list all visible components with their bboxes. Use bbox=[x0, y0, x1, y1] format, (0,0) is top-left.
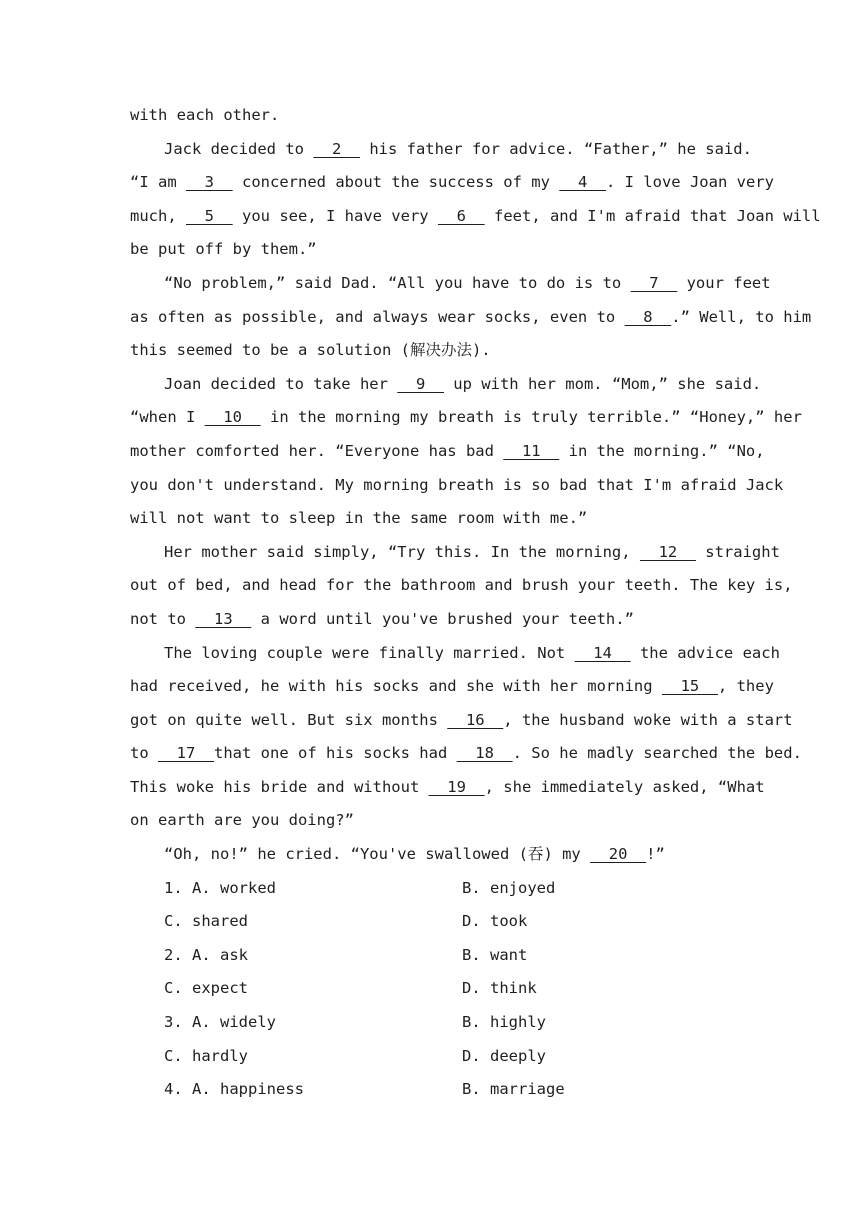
passage-text: This woke his bride and without bbox=[130, 777, 429, 796]
passage-text: Joan decided to take her bbox=[164, 374, 398, 393]
option-row bbox=[130, 1006, 730, 1040]
passage-text: “No problem,” said Dad. “All you have to do is to bbox=[164, 273, 631, 292]
passage-line bbox=[130, 233, 730, 267]
passage-line bbox=[130, 401, 802, 435]
passage-line bbox=[130, 603, 730, 637]
passage-line bbox=[130, 166, 774, 200]
passage-text: “when I bbox=[130, 408, 205, 427]
option-right: D. took bbox=[462, 912, 528, 931]
passage-text: to bbox=[130, 744, 158, 763]
blank-number: 6 bbox=[437, 206, 485, 225]
passage-line bbox=[130, 670, 774, 704]
passage-line bbox=[130, 637, 780, 671]
option-row bbox=[130, 972, 730, 1006]
passage-text: the advice each bbox=[630, 643, 780, 662]
option-right: D. deeply bbox=[462, 1046, 546, 1065]
blank-number: 2 bbox=[313, 139, 360, 158]
passage-line bbox=[130, 737, 802, 771]
passage-text: had received, he with his socks and she with her morning bbox=[130, 677, 662, 696]
blank-number: 14 bbox=[574, 643, 631, 662]
option-right: B. marriage bbox=[462, 1080, 565, 1099]
passage-text: , they bbox=[717, 677, 774, 696]
blank-number: 4 bbox=[559, 173, 606, 192]
cloze-passage bbox=[130, 99, 821, 872]
passage-line bbox=[130, 469, 784, 503]
passage-text: much, bbox=[130, 206, 186, 225]
passage-line bbox=[130, 838, 730, 872]
option-right: D. think bbox=[462, 979, 537, 998]
passage-text: this seemed to be a solution (解决办法). bbox=[130, 341, 491, 360]
option-row bbox=[130, 1073, 730, 1107]
passage-line bbox=[130, 771, 765, 805]
option-left: 4. A. happiness bbox=[164, 1080, 304, 1099]
passage-text: in the morning my breath is truly terrible.” “Honey,” her bbox=[260, 408, 802, 427]
option-right: B. want bbox=[462, 945, 528, 964]
passage-line bbox=[130, 368, 762, 402]
passage-line bbox=[130, 267, 771, 301]
option-left: 2. A. ask bbox=[164, 945, 248, 964]
blank-number: 13 bbox=[195, 609, 252, 628]
option-right: B. enjoyed bbox=[462, 878, 556, 897]
passage-text: “I am bbox=[130, 173, 186, 192]
blank-number: 3 bbox=[186, 173, 233, 192]
passage-text: will not want to sleep in the same room with me.” bbox=[130, 509, 588, 528]
passage-line bbox=[130, 569, 793, 603]
passage-text: !” bbox=[646, 845, 665, 864]
passage-text: .” Well, to him bbox=[671, 307, 812, 326]
passage-text: his father for advice. “Father,” he said. bbox=[359, 139, 752, 158]
option-right: B. highly bbox=[462, 1013, 546, 1032]
passage-text: got on quite well. But six months bbox=[130, 710, 448, 729]
passage-line bbox=[130, 704, 793, 738]
passage-text: “Oh, no!” he cried. “You've swallowed (吞) my bbox=[164, 845, 591, 864]
option-left: C. expect bbox=[164, 979, 248, 998]
blank-number: 12 bbox=[639, 542, 696, 561]
blank-number: 5 bbox=[186, 206, 233, 225]
passage-line bbox=[130, 804, 730, 838]
passage-text: you don't understand. My morning breath is so bad that I'm afraid Jack bbox=[130, 475, 784, 494]
passage-text: that one of his socks had bbox=[214, 744, 457, 763]
option-left: 3. A. widely bbox=[164, 1013, 276, 1032]
option-left: 1. A. worked bbox=[164, 878, 276, 897]
passage-line bbox=[130, 334, 730, 368]
passage-line bbox=[130, 435, 765, 469]
passage-text: not to bbox=[130, 609, 196, 628]
blank-number: 9 bbox=[397, 374, 444, 393]
passage-text: you see, I have very bbox=[232, 206, 438, 225]
passage-text: as often as possible, and always wear socks, even to bbox=[130, 307, 625, 326]
passage-text: mother comforted her. “Everyone has bad bbox=[130, 441, 504, 460]
passage-text: out of bed, and head for the bathroom and brush your teeth. The key is, bbox=[130, 576, 793, 595]
passage-text: . I love Joan very bbox=[605, 173, 774, 192]
blank-number: 8 bbox=[624, 307, 672, 326]
document-page bbox=[130, 99, 821, 1107]
passage-text: The loving couple were finally married. Not bbox=[164, 643, 575, 662]
blank-number: 17 bbox=[158, 744, 214, 763]
answer-options bbox=[130, 872, 730, 1107]
blank-number: 18 bbox=[456, 744, 513, 763]
blank-number: 11 bbox=[503, 441, 560, 460]
passage-text: Jack decided to bbox=[164, 139, 314, 158]
blank-number: 19 bbox=[428, 777, 485, 796]
passage-line bbox=[130, 536, 780, 570]
passage-text: in the morning.” “No, bbox=[559, 441, 765, 460]
passage-text: . So he madly searched the bed. bbox=[512, 744, 802, 763]
passage-text: Her mother said simply, “Try this. In the morning, bbox=[164, 542, 640, 561]
passage-text: up with her mom. “Mom,” she said. bbox=[443, 374, 762, 393]
passage-text: feet, and I'm afraid that Joan will bbox=[484, 206, 821, 225]
option-row bbox=[130, 872, 730, 906]
passage-line bbox=[130, 301, 812, 335]
option-left: C. shared bbox=[164, 912, 248, 931]
option-row bbox=[130, 905, 730, 939]
passage-text: , the husband woke with a start bbox=[503, 710, 793, 729]
passage-line bbox=[130, 502, 730, 536]
blank-number: 16 bbox=[447, 710, 504, 729]
passage-text: be put off by them.” bbox=[130, 240, 317, 259]
blank-number: 20 bbox=[590, 845, 647, 864]
passage-text: a word until you've brushed your teeth.” bbox=[251, 609, 634, 628]
passage-line bbox=[130, 200, 821, 234]
passage-text: straight bbox=[695, 542, 780, 561]
option-row bbox=[130, 1040, 730, 1074]
passage-line bbox=[130, 133, 752, 167]
passage-text: concerned about the success of my bbox=[232, 173, 560, 192]
passage-text: , she immediately asked, “What bbox=[484, 777, 765, 796]
passage-text: with each other. bbox=[130, 106, 280, 124]
blank-number: 10 bbox=[204, 408, 261, 427]
blank-number: 15 bbox=[661, 677, 718, 696]
passage-text: on earth are you doing?” bbox=[130, 811, 354, 830]
passage-text: your feet bbox=[677, 273, 771, 292]
passage-line bbox=[130, 99, 730, 133]
option-row bbox=[130, 939, 730, 973]
blank-number: 7 bbox=[630, 273, 678, 292]
option-left: C. hardly bbox=[164, 1046, 248, 1065]
